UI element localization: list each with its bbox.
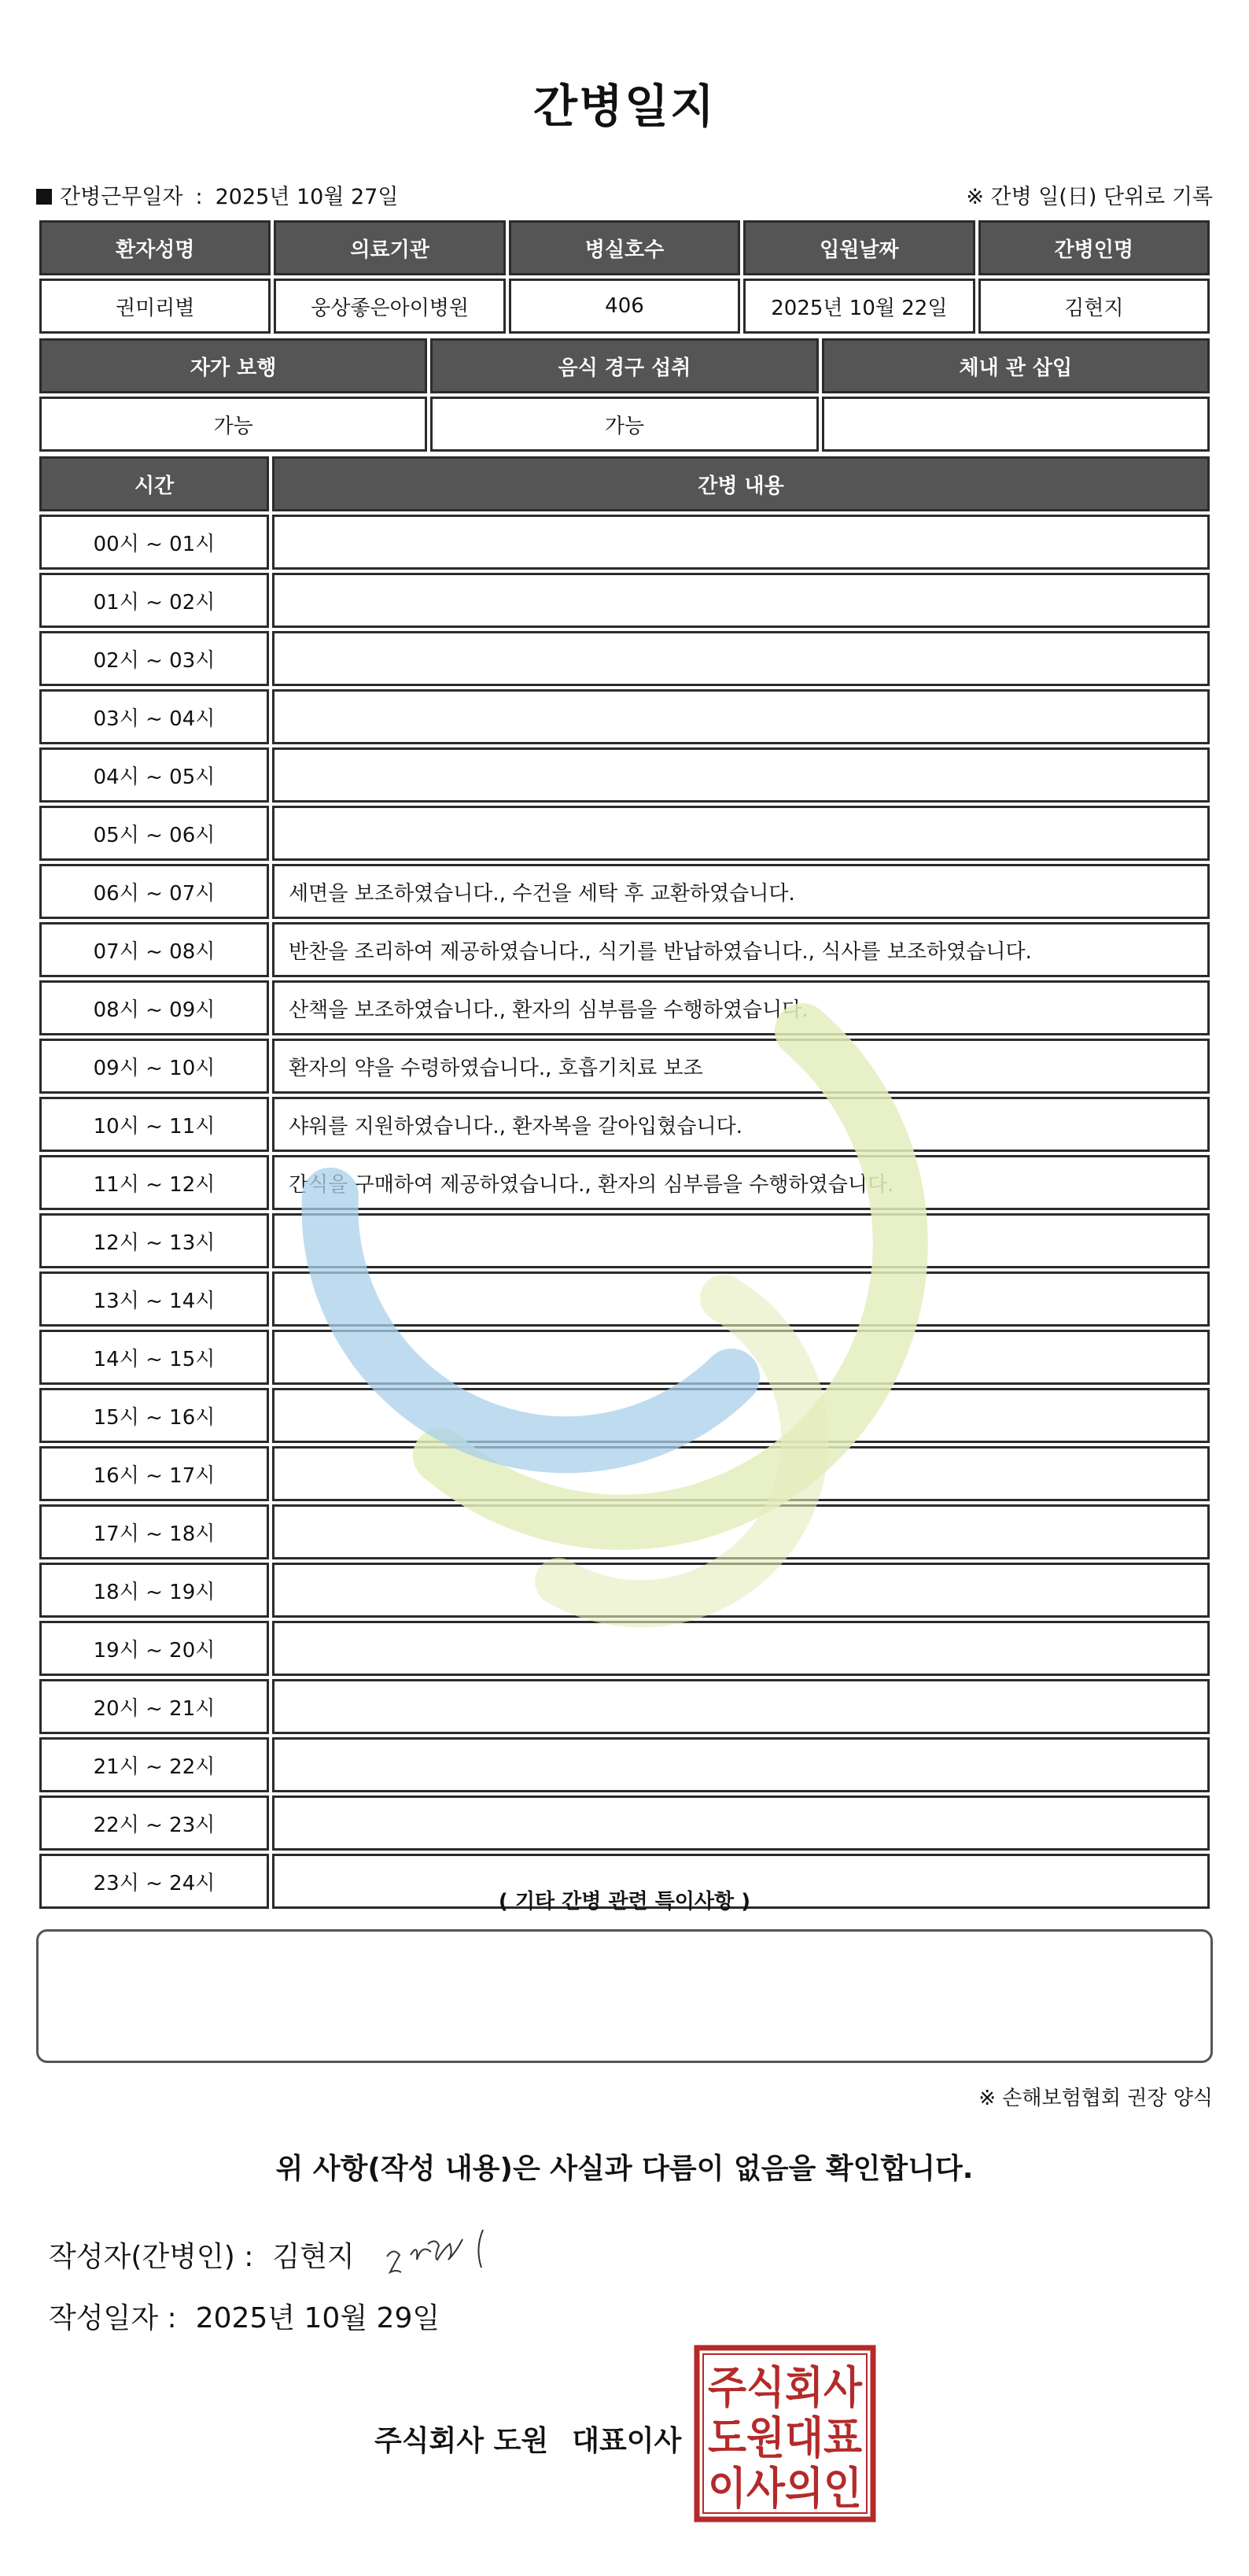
- time-slot: 12시 ~ 13시: [39, 1213, 269, 1268]
- work-date-separator: :: [195, 185, 203, 209]
- care-content: [272, 1621, 1210, 1676]
- time-slot: 10시 ~ 11시: [39, 1097, 269, 1152]
- schedule-row: [39, 689, 1210, 744]
- schedule-row: [39, 1679, 1210, 1734]
- care-content: [272, 631, 1210, 686]
- care-content: [272, 573, 1210, 628]
- care-content: [272, 1271, 1210, 1327]
- company-signature-line: [374, 2419, 681, 2459]
- status-value-row: [39, 397, 1210, 452]
- time-slot: 18시 ~ 19시: [39, 1563, 269, 1618]
- work-date-row: [36, 172, 1213, 216]
- header-time: 시간: [39, 456, 269, 511]
- care-content: [272, 1504, 1210, 1559]
- time-slot: 01시 ~ 02시: [39, 573, 269, 628]
- schedule-row: [39, 980, 1210, 1035]
- schedule-row: [39, 631, 1210, 686]
- schedule-row: [39, 1039, 1210, 1094]
- time-slot: 15시 ~ 16시: [39, 1388, 269, 1443]
- special-notes-title: ( 기타 간병 관련 특이사항 ): [498, 1890, 751, 1914]
- schedule-header-row: [39, 456, 1210, 511]
- time-slot: 19시 ~ 20시: [39, 1621, 269, 1676]
- time-slot: 13시 ~ 14시: [39, 1271, 269, 1327]
- patient-status-table: [36, 335, 1213, 455]
- patient-header-row: [39, 220, 1210, 275]
- care-schedule-table: [36, 453, 1213, 1912]
- written-date-value: 2025년 10월 29일: [195, 2302, 440, 2334]
- time-slot: 16시 ~ 17시: [39, 1446, 269, 1501]
- schedule-row: [39, 1330, 1210, 1385]
- care-content: [272, 747, 1210, 803]
- time-slot: 07시 ~ 08시: [39, 922, 269, 977]
- page-title: 간병일지: [532, 79, 717, 133]
- care-content: [272, 1446, 1210, 1501]
- time-slot: 17시 ~ 18시: [39, 1504, 269, 1559]
- square-bullet-icon: [36, 189, 52, 205]
- time-slot: 03시 ~ 04시: [39, 689, 269, 744]
- svg-text:주식회사: 주식회사: [708, 2363, 863, 2414]
- work-date-label: 간병근무일자: [60, 185, 183, 209]
- time-slot: 05시 ~ 06시: [39, 806, 269, 861]
- schedule-row: [39, 1446, 1210, 1501]
- self-walking-value: 가능: [39, 397, 427, 452]
- schedule-row: [39, 747, 1210, 803]
- svg-text:도원대표: 도원대표: [708, 2413, 862, 2464]
- care-content: [272, 806, 1210, 861]
- header-caregiver-name: 간병인명: [978, 220, 1210, 275]
- time-slot: 06시 ~ 07시: [39, 864, 269, 919]
- representative-title: 대표이사: [572, 2425, 682, 2457]
- header-patient-name: 환자성명: [39, 220, 271, 275]
- schedule-row: [39, 1504, 1210, 1559]
- schedule-row: [39, 1097, 1210, 1152]
- time-slot: 00시 ~ 01시: [39, 515, 269, 570]
- patient-value-row: [39, 279, 1210, 334]
- care-content: [272, 1795, 1210, 1851]
- care-content: 산책을 보조하였습니다., 환자의 심부름을 수행하였습니다.: [272, 980, 1210, 1035]
- room-number-value: 406: [509, 279, 740, 334]
- care-content: [272, 1330, 1210, 1385]
- handwritten-signature-icon: [379, 2216, 513, 2286]
- care-content: 샤워를 지원하였습니다., 환자복을 갈아입혔습니다.: [272, 1097, 1210, 1152]
- svg-text:이사의인: 이사의인: [708, 2463, 862, 2515]
- care-content: 환자의 약을 수령하였습니다., 호흡기치료 보조: [272, 1039, 1210, 1094]
- care-content: [272, 1679, 1210, 1734]
- header-self-walking: 자가 보행: [39, 338, 427, 393]
- schedule-row: [39, 1388, 1210, 1443]
- special-notes-box: [36, 1929, 1213, 2063]
- tube-insertion-value: [822, 397, 1210, 452]
- time-slot: 20시 ~ 21시: [39, 1679, 269, 1734]
- schedule-row: [39, 1213, 1210, 1268]
- time-slot: 08시 ~ 09시: [39, 980, 269, 1035]
- time-slot: 23시 ~ 24시: [39, 1854, 269, 1909]
- work-date-info: [36, 179, 398, 210]
- schedule-row: [39, 1737, 1210, 1792]
- header-room-number: 병실호수: [509, 220, 740, 275]
- schedule-row: [39, 864, 1210, 919]
- schedule-row: [39, 573, 1210, 628]
- header-admission-date: 입원날짜: [743, 220, 975, 275]
- care-content: 세면을 보조하였습니다., 수건을 세탁 후 교환하였습니다.: [272, 864, 1210, 919]
- patient-info-table: [36, 217, 1213, 337]
- header-tube-insertion: 체내 관 삽입: [822, 338, 1210, 393]
- care-content: [272, 1563, 1210, 1618]
- schedule-row: [39, 1563, 1210, 1618]
- work-date-value: 2025년 10월 27일: [215, 185, 399, 209]
- written-date-line: [49, 2296, 440, 2336]
- care-content: [272, 1737, 1210, 1792]
- confirmation-statement: 위 사항(작성 내용)은 사실과 다름이 없음을 확인합니다.: [275, 2153, 974, 2185]
- time-slot: 14시 ~ 15시: [39, 1330, 269, 1385]
- care-content: 간식을 구매하여 제공하였습니다., 환자의 심부름을 수행하였습니다.: [272, 1155, 1210, 1210]
- schedule-row: [39, 515, 1210, 570]
- care-content: [272, 1388, 1210, 1443]
- unit-note: ※ 간병 일(日) 단위로 기록: [966, 185, 1213, 209]
- header-hospital: 의료기관: [274, 220, 505, 275]
- header-care-content: 간병 내용: [272, 456, 1210, 511]
- schedule-row: [39, 1795, 1210, 1851]
- schedule-row: [39, 1155, 1210, 1210]
- recommendation-note: ※ 손해보험협회 권장 양식: [978, 2087, 1213, 2110]
- admission-date-value: 2025년 10월 22일: [743, 279, 975, 334]
- time-slot: 11시 ~ 12시: [39, 1155, 269, 1210]
- patient-name-value: 권미리별: [39, 279, 271, 334]
- company-seal-icon: [694, 2345, 876, 2522]
- care-content: 반찬을 조리하여 제공하였습니다., 식기를 반납하였습니다., 식사를 보조하였습니다.: [272, 922, 1210, 977]
- schedule-row: [39, 1621, 1210, 1676]
- caregiver-name-value: 김현지: [978, 279, 1210, 334]
- care-content: [272, 1213, 1210, 1268]
- schedule-row: [39, 806, 1210, 861]
- header-oral-intake: 음식 경구 섭취: [430, 338, 818, 393]
- written-date-label: 작성일자 :: [49, 2302, 177, 2334]
- time-slot: 21시 ~ 22시: [39, 1737, 269, 1792]
- schedule-row: [39, 1271, 1210, 1327]
- writer-label: 작성자(간병인) :: [49, 2241, 254, 2273]
- writer-line: [49, 2235, 355, 2275]
- schedule-row: [39, 922, 1210, 977]
- time-slot: 04시 ~ 05시: [39, 747, 269, 803]
- writer-name: 김현지: [272, 2241, 355, 2273]
- company-name: 주식회사 도원: [374, 2425, 549, 2457]
- hospital-value: 웅상좋은아이병원: [274, 279, 505, 334]
- time-slot: 09시 ~ 10시: [39, 1039, 269, 1094]
- care-content: [272, 689, 1210, 744]
- oral-intake-value: 가능: [430, 397, 818, 452]
- care-content: [272, 515, 1210, 570]
- time-slot: 22시 ~ 23시: [39, 1795, 269, 1851]
- status-header-row: [39, 338, 1210, 393]
- time-slot: 02시 ~ 03시: [39, 631, 269, 686]
